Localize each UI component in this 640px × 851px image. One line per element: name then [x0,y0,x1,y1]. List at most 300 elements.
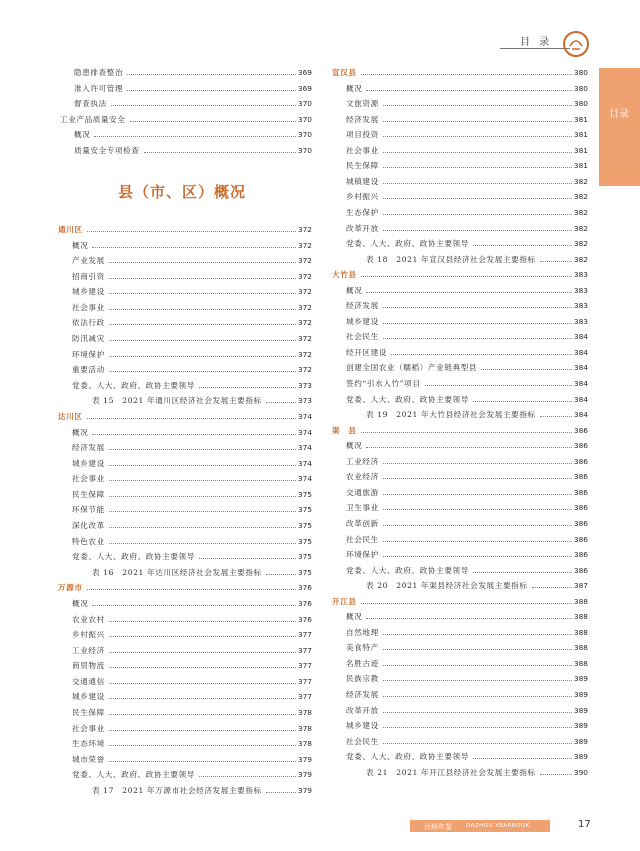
toc-entry-title: 概况 [346,612,363,622]
toc-entry-page: 386 [573,534,588,544]
dot-leader [109,636,296,637]
toc-entry-page: 372 [297,318,312,328]
toc-entry-page: 382 [573,254,588,264]
toc-entry-title: 农业农村 [72,614,105,624]
dot-leader [540,261,572,262]
toc-entry [72,286,312,300]
toc-entry-title: 党委、人大、政府、政协主要领导 [72,770,195,780]
toc-entry-page: 378 [297,723,312,733]
toc-section-entry [58,224,312,238]
toc-entry [346,471,588,485]
toc-entry [366,409,588,423]
toc-entry [72,255,312,269]
toc-entry-title: 党委、人大、政府、政协主要领导 [346,394,469,404]
dot-leader [425,385,572,386]
toc-entry-page: 375 [297,552,312,562]
dot-leader [481,369,572,370]
toc-entry [346,362,588,376]
dot-leader [383,152,572,153]
dot-leader [144,152,296,153]
toc-entry-title: 大竹县 [332,270,357,280]
dot-leader [109,730,296,731]
dot-leader [383,525,572,526]
toc-entry-page: 375 [297,489,312,499]
dot-leader [366,292,572,293]
toc-entry-page: 377 [297,645,312,655]
toc-entry-title: 生态环境 [72,739,105,749]
toc-entry-page: 384 [573,363,588,373]
toc-entry [346,689,588,703]
dot-leader [87,589,296,590]
toc-entry-page: 369 [297,83,312,93]
toc-entry-page: 388 [573,596,588,606]
toc-entry [72,738,312,752]
dot-leader [109,683,296,684]
dot-leader [109,293,296,294]
dot-leader [383,743,572,744]
toc-entry-title: 环保节能 [72,505,105,515]
dot-leader [109,714,296,715]
toc-entry-title: 党委、人大、政府、政协主要领导 [72,552,195,562]
dot-leader [109,309,296,310]
toc-section-entry [332,67,588,81]
toc-entry [346,238,588,252]
toc-entry-page: 384 [573,379,588,388]
toc-entry [346,518,588,532]
toc-entry-page: 377 [297,692,312,702]
toc-entry-page: 387 [573,581,588,591]
toc-entry-page: 374 [297,474,312,484]
toc-entry-page: 380 [573,83,588,93]
dot-leader [109,340,296,341]
dot-leader [532,587,572,588]
toc-entry-title: 改革开放 [346,223,379,233]
toc-entry-title: 社会事业 [72,302,105,312]
toc-entry-page: 382 [573,239,588,249]
toc-entry-page: 370 [297,146,312,155]
dot-leader [383,696,572,697]
toc-section-entry [58,582,312,596]
toc-entry-title: 民生保障 [72,707,105,717]
toc-entry [346,549,588,563]
toc-section-entry [332,425,588,439]
dot-leader [383,463,572,464]
toc-entry [74,67,312,81]
toc-entry [72,240,312,254]
toc-entry [72,551,312,565]
toc-entry [72,364,312,378]
toc-entry-page: 386 [573,441,588,451]
toc-entry [346,347,588,361]
dot-leader [473,572,572,573]
toc-entry-page: 375 [297,505,312,515]
dot-leader [109,667,296,668]
toc-entry-page: 379 [297,785,312,795]
toc-entry [72,427,312,441]
toc-entry-title: 名胜古迹 [346,658,379,668]
toc-entry [72,442,312,456]
toc-entry [72,302,312,316]
toc-entry [346,114,588,128]
toc-entry [72,536,312,550]
toc-entry-page: 372 [297,256,312,266]
toc-entry-page: 375 [297,521,312,531]
toc-entry-page: 389 [573,736,588,746]
toc-entry [346,502,588,516]
toc-side-tab [599,68,640,186]
toc-entry-page: 377 [297,676,312,686]
dot-leader [383,665,572,666]
toc-entry-page: 389 [573,690,588,699]
toc-entry-page: 389 [573,674,588,684]
dot-leader [266,792,296,793]
dot-leader [383,649,572,650]
dot-leader [361,74,572,75]
toc-entry-title: 概况 [72,598,89,608]
dot-leader [127,74,296,75]
toc-entry-title: 党委、人大、政府、政协主要领导 [346,752,469,762]
toc-entry-title: 文旅资源 [346,99,379,109]
toc-entry-title: 自然地理 [346,627,379,637]
toc-entry-title: 改革创新 [346,518,379,528]
toc-entry-title: 社会民生 [346,736,379,746]
toc-entry-title: 改革开放 [346,705,379,715]
toc-entry [366,580,588,594]
toc-entry-title: 社会民生 [346,332,379,342]
dot-leader [109,543,296,544]
toc-entry-title: 防汛减灾 [72,334,105,344]
toc-entry-page: 386 [573,550,588,560]
dot-leader [383,712,572,713]
toc-entry-title: 社会民生 [346,534,379,544]
toc-entry [366,767,588,781]
dot-leader [109,465,296,466]
toc-entry-title: 党委、人大、政府、政协主要领导 [346,565,469,575]
toc-entry-title: 社会事业 [346,145,379,155]
toc-entry-page: 378 [297,739,312,749]
toc-entry-page: 380 [573,68,588,77]
toc-entry-title: 城市荣誉 [72,754,105,764]
dot-leader [473,401,572,402]
toc-entry-page: 388 [573,627,588,637]
toc-entry [92,785,312,799]
toc-entry [346,627,588,641]
toc-section-entry [332,596,588,610]
toc-entry [72,317,312,331]
dot-leader [109,356,296,357]
toc-entry-page: 376 [297,598,312,608]
toc-entry-page: 372 [297,365,312,375]
toc-entry-page: 382 [573,207,588,217]
toc-entry-page: 374 [297,443,312,453]
toc-entry-title: 乡村振兴 [346,192,379,202]
toc-entry-page: 383 [573,285,588,295]
toc-entry-page: 372 [297,225,312,234]
dot-leader [109,761,296,762]
dot-leader [109,480,296,481]
toc-entry-page: 372 [297,302,312,312]
toc-entry-title: 经济发展 [346,114,379,124]
toc-entry-title: 重要活动 [72,365,105,375]
toc-entry-page: 373 [297,380,312,390]
header-title: 目 录 [520,37,553,48]
toc-entry-page: 377 [297,661,312,671]
toc-entry-page: 381 [573,145,588,155]
toc-entry-page: 386 [573,472,588,482]
dot-leader [109,511,296,512]
toc-entry-title: 民族宗教 [346,674,379,684]
toc-entry-page: 381 [573,130,588,140]
toc-entry [346,565,588,579]
dot-leader [383,183,572,184]
toc-entry-page: 386 [573,425,588,435]
yearbook-logo-icon [562,30,590,58]
toc-entry [346,658,588,672]
dot-leader [361,276,572,277]
toc-entry-title: 表 15 2021 年通川区经济社会发展主要指标 [92,396,262,406]
toc-entry-page: 374 [297,427,312,437]
toc-entry-page: 376 [297,583,312,593]
toc-entry-title: 城乡建设 [72,458,105,468]
toc-entry-title: 督查执法 [74,99,107,109]
toc-entry-title: 万源市 [58,583,83,593]
toc-entry [72,473,312,487]
toc-entry-page: 372 [297,240,312,250]
section-title: 县（市、区）概况 [118,183,247,201]
dot-leader [199,387,296,388]
toc-entry-title: 招商引资 [72,271,105,281]
toc-entry [346,456,588,470]
toc-entry-title: 宣汉县 [332,68,357,77]
toc-entry-title: 渠 县 [332,425,357,435]
dot-leader [366,618,572,619]
toc-entry-page: 372 [297,271,312,281]
dot-leader [109,527,296,528]
toc-entry-title: 依法行政 [72,318,105,328]
toc-entry-page: 379 [297,770,312,780]
toc-entry-page: 384 [573,394,588,404]
toc-section-entry [332,269,588,283]
dot-leader [383,307,572,308]
toc-entry [72,598,312,612]
dot-leader [109,745,296,746]
toc-entry-title: 城镇建设 [346,176,379,186]
toc-entry-title: 工业经济 [346,456,379,466]
toc-entry-page: 386 [573,503,588,513]
dot-leader [473,245,572,246]
toc-entry-title: 产业发展 [72,256,105,266]
toc-entry-title: 党委、人大、政府、政协主要领导 [72,380,195,390]
toc-entry-title: 深化改革 [72,521,105,531]
dot-leader [366,447,572,448]
toc-entry-title: 表 19 2021 年大竹县经济社会发展主要指标 [366,410,536,420]
toc-entry-title: 开江县 [332,596,357,606]
toc-entry [346,751,588,765]
toc-entry [72,380,312,394]
toc-entry [72,645,312,659]
toc-entry-page: 389 [573,721,588,731]
toc-entry [346,534,588,548]
toc-entry-title: 表 20 2021 年渠县经济社会发展主要指标 [366,581,528,591]
toc-entry-title: 商贸物流 [72,661,105,671]
toc-entry-title: 隐患排查整治 [74,68,124,77]
toc-entry-page: 383 [573,301,588,311]
toc-entry-page: 386 [573,456,588,466]
footer-text: DAZHOU YEARBOOK [466,823,530,829]
toc-entry [366,254,588,268]
toc-entry-title: 卫生事业 [346,503,379,513]
toc-entry [72,458,312,472]
dot-leader [109,278,296,279]
dot-leader [361,603,572,604]
dot-leader [109,496,296,497]
toc-entry-page: 386 [573,518,588,528]
toc-entry [346,176,588,190]
toc-entry [346,736,588,750]
toc-entry [72,691,312,705]
toc-entry-page: 375 [297,536,312,546]
toc-entry-page: 389 [573,705,588,715]
dot-leader [109,262,296,263]
dot-leader [383,136,572,137]
toc-entry-title: 特色农业 [72,536,105,546]
toc-entry-title: 表 16 2021 年达川区经济社会发展主要指标 [92,567,262,577]
dot-leader [111,105,296,106]
toc-entry [74,98,312,112]
toc-entry [60,114,312,128]
dot-leader [383,541,572,542]
dot-leader [473,758,572,759]
toc-entry [72,520,312,534]
toc-entry [72,769,312,783]
toc-entry-page: 381 [573,114,588,124]
toc-entry [346,191,588,205]
toc-entry-page: 377 [297,630,312,640]
toc-entry-title: 工业产品质量安全 [60,114,126,124]
dot-leader [92,434,296,435]
dot-leader [109,621,296,622]
toc-entry [346,440,588,454]
toc-entry-title: 城乡建设 [346,721,379,731]
dot-leader [383,680,572,681]
dot-leader [383,121,572,122]
dot-leader [383,338,572,339]
toc-entry-title: 工业经济 [72,645,105,655]
toc-entry-title: 创建全国农业（糯稻）产业链典型县 [346,363,478,373]
toc-entry-title: 概况 [74,130,91,140]
toc-entry [346,223,588,237]
dot-leader [130,121,296,122]
dot-leader [87,418,296,419]
toc-side-tab-label: 目录 [609,109,629,120]
footer-logo: 达州年鉴 [424,823,452,831]
toc-entry-page: 374 [297,411,312,421]
toc-entry [346,145,588,159]
toc-entry-page: 386 [573,565,588,575]
dot-leader [383,556,572,557]
toc-entry-page: 373 [297,396,312,406]
dot-leader [383,727,572,728]
toc-entry-title: 概况 [346,83,363,93]
toc-entry-page: 378 [297,707,312,717]
toc-entry-page: 384 [573,347,588,357]
toc-entry-page: 370 [297,130,312,140]
toc-entry-page: 390 [573,767,588,777]
toc-entry [72,707,312,721]
toc-entry-page: 381 [573,161,588,171]
toc-entry [92,567,312,581]
toc-entry [72,271,312,285]
toc-entry-title: 美食特产 [346,643,379,653]
toc-entry-title: 签约“引水入竹”项目 [346,379,421,388]
toc-entry [346,207,588,221]
toc-entry-page: 384 [573,332,588,342]
toc-entry-title: 经济发展 [346,301,379,311]
toc-entry-page: 383 [573,270,588,280]
toc-entry [72,349,312,363]
toc-entry [346,394,588,408]
dot-leader [266,574,296,575]
toc-entry-title: 民生保障 [346,161,379,171]
dot-leader [383,478,572,479]
toc-entry-page: 383 [573,316,588,326]
toc-entry-page: 375 [297,567,312,577]
dot-leader [109,449,296,450]
toc-entry [92,395,312,409]
toc-entry-title: 城乡建设 [346,316,379,326]
toc-entry-title: 经济发展 [72,443,105,453]
toc-entry [346,285,588,299]
toc-entry [72,614,312,628]
toc-entry-page: 372 [297,287,312,297]
toc-entry-page: 386 [573,487,588,497]
toc-entry-page: 376 [297,614,312,624]
dot-leader [92,247,296,248]
toc-entry-title: 乡村振兴 [72,630,105,640]
dot-leader [383,198,572,199]
toc-entry [346,98,588,112]
toc-entry [346,673,588,687]
toc-entry-page: 382 [573,192,588,202]
toc-entry-page: 369 [297,68,312,77]
dot-leader [383,509,572,510]
toc-entry [72,660,312,674]
dot-leader [199,558,296,559]
toc-entry-title: 表 18 2021 年宣汉县经济社会发展主要指标 [366,254,536,264]
dot-leader [391,354,572,355]
toc-entry-title: 概况 [72,240,89,250]
page-number: 17 [578,819,591,830]
toc-entry-page: 380 [573,99,588,109]
toc-entry-title: 表 21 2021 年开江县经济社会发展主要指标 [366,767,536,777]
toc-entry [346,316,588,330]
dot-leader [199,776,296,777]
toc-entry [74,129,312,143]
toc-entry-title: 经开区建设 [346,347,387,357]
toc-entry-title: 项目投资 [346,130,379,140]
toc-entry-page: 382 [573,176,588,186]
toc-entry-title: 城乡建设 [72,692,105,702]
dot-leader [92,605,296,606]
toc-entry-title: 交通旅游 [346,487,379,497]
dot-leader [361,432,572,433]
toc-entry [72,723,312,737]
dot-leader [383,494,572,495]
toc-entry [346,720,588,734]
toc-entry-page: 389 [573,752,588,762]
header-rule [500,48,570,49]
toc-entry-page: 379 [297,754,312,764]
